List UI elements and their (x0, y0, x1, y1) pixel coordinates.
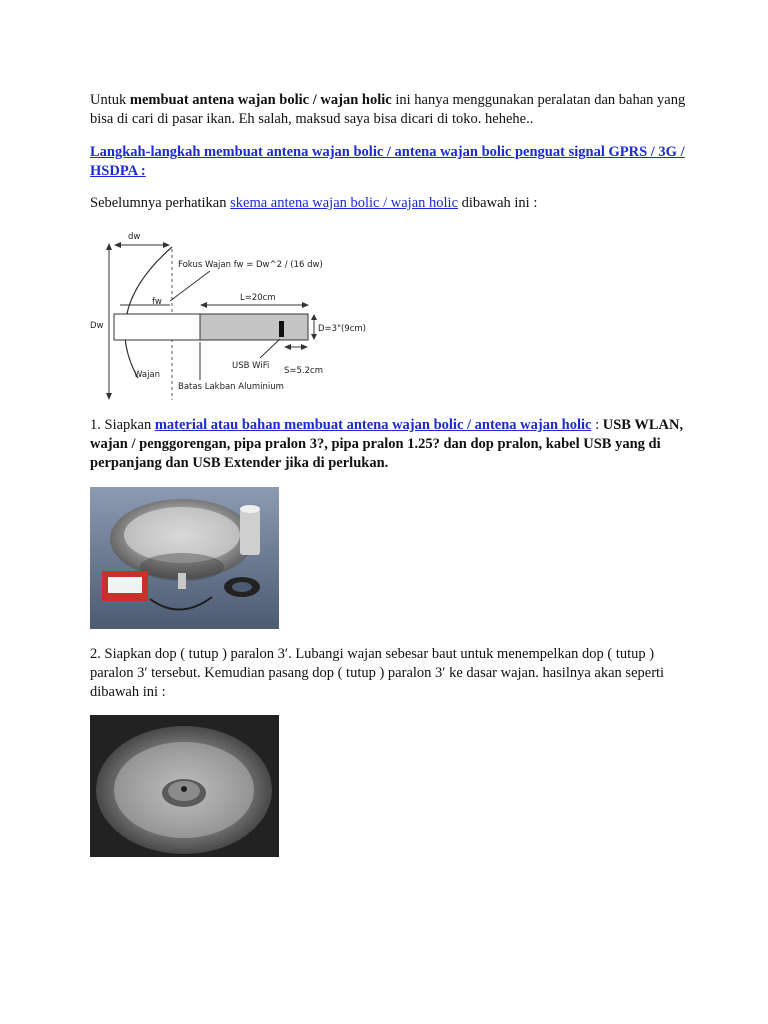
s-label: S=5.2cm (284, 366, 323, 376)
intro-paragraph (90, 91, 690, 129)
arrow-head (284, 344, 291, 350)
arrow-head (200, 302, 207, 308)
focus-pointer-line (170, 271, 210, 301)
focus-formula-label: Fokus Wajan fw = Dw^2 / (16 dw) (178, 260, 323, 270)
step-2-paragraph: 2. Siapkan dop ( tutup ) paralon 3′. Lubangi wajan sebesar baut untuk menempelkan dop ( tutup ) paralon 3′ tersebut. Kemudian pasang dop ( tutup ) paralon 3′ ke dasar wajan. hasilnya akan seperti dibawah ini : (90, 646, 665, 700)
intro-text-rest: ini hanya menggunakan peralatan dan bahan yang bisa di cari di pasar ikan. Eh salah, maksud saya bisa dicari di toko. hehehe.. (90, 92, 686, 127)
arrow-head (311, 334, 317, 340)
schema-text-rest: dibawah ini : (458, 195, 538, 211)
schema-link[interactable]: skema antena wajan bolic / wajan holic (230, 195, 459, 211)
arrow-head (114, 242, 121, 248)
arrow-head (106, 393, 112, 400)
length-label: L=20cm (240, 293, 276, 303)
intro-text: Untuk (90, 92, 130, 108)
diameter-label: D=3"(9cm) (318, 324, 366, 334)
materials-photo (90, 487, 279, 629)
schema-paragraph (90, 194, 690, 213)
arrow-head (302, 302, 309, 308)
arrow-head (311, 314, 317, 320)
steps-heading-link[interactable]: Langkah-langkah membuat antena wajan bolic / antena wajan bolic penguat signal GPRS / 3G / HSDPA : (90, 144, 685, 179)
schema-text: Sebelumnya perhatikan (90, 195, 231, 211)
wajan-label: Wajan (134, 370, 161, 380)
arrow-head (106, 243, 112, 250)
usb-wifi-label: USB WiFi (232, 361, 270, 371)
step-1-materials-list: USB WLAN, wajan / penggorengan, pipa pralon 3?, pipa pralon 1.25? dan dop pralon, kabel USB yang di perpanjang dan USB Extender jika di perlukan. (90, 417, 684, 471)
Dw-label: Dw (90, 321, 104, 331)
step-1-separator: : (591, 417, 603, 433)
step-1-paragraph (90, 416, 690, 473)
usb-wifi-device (279, 321, 284, 337)
steps-heading (90, 143, 690, 181)
step-1-number: 1. Siapkan (90, 417, 155, 433)
antenna-schematic-diagram (90, 225, 380, 405)
dish-curve (125, 247, 172, 378)
pipe-section (114, 314, 200, 340)
dw-label: dw (128, 232, 141, 242)
arrow-head (163, 242, 170, 248)
usb-pointer-line (260, 339, 280, 358)
intro-bold-text: membuat antena wajan bolic / wajan holic (129, 92, 392, 108)
arrow-head (301, 344, 308, 350)
aluminium-tape-section (200, 314, 308, 340)
materials-link[interactable]: material atau bahan membuat antena wajan bolic / antena wajan holic (154, 417, 592, 433)
batas-label: Batas Lakban Aluminium (178, 382, 284, 392)
wok-with-cap-photo (90, 715, 279, 857)
fw-label: fw (152, 297, 162, 307)
